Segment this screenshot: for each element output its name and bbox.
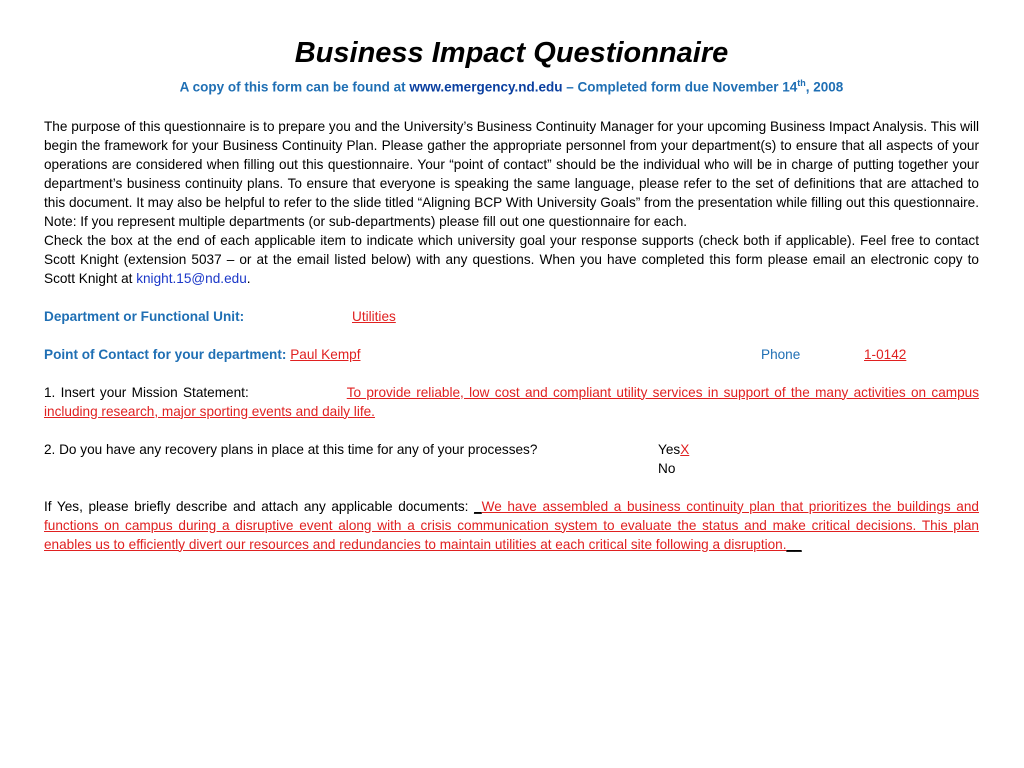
- department-value[interactable]: Utilities: [352, 308, 396, 324]
- recovery-yes-option[interactable]: [658, 440, 689, 459]
- email-link[interactable]: knight.15@nd.edu: [136, 270, 247, 286]
- recovery-no-option[interactable]: No: [658, 460, 676, 476]
- document-subtitle: [44, 74, 979, 97]
- department-row: [44, 307, 979, 326]
- point-of-contact-row: [44, 345, 979, 364]
- department-label: Department or Functional Unit:: [44, 308, 245, 324]
- description-lead-blank: _: [474, 498, 482, 514]
- point-of-contact-value[interactable]: Paul Kempf: [290, 346, 361, 362]
- mission-statement-question: [44, 383, 979, 421]
- subtitle-url-link[interactable]: www.emergency.nd.edu: [409, 79, 563, 95]
- recovery-plans-label: 2. Do you have any recovery plans in place at this time for any of your processes?: [44, 441, 538, 457]
- intro-paragraph-2-text: Check the box at the end of each applicable item to indicate which university goal your response supports (check both if applicable). Feel free to contact Scott Knight (extension 5037 – or at the email listed below) with any questions. When you have completed this form please email an electronic copy to Scott Knight at: [44, 232, 979, 286]
- document-title: Business Impact Questionnaire: [294, 37, 729, 69]
- description-trailing-blank: __: [786, 536, 802, 552]
- phone-label: Phone: [761, 346, 801, 362]
- subtitle-due: – Completed form due November 14: [562, 79, 798, 95]
- subtitle-prefix: A copy of this form can be found at: [179, 79, 410, 95]
- yes-checkmark: X: [680, 441, 690, 457]
- recovery-plan-description-label: If Yes, please briefly describe and attach any applicable documents:: [44, 498, 475, 514]
- recovery-plans-question: [44, 440, 979, 478]
- yes-label: Yes: [658, 441, 681, 457]
- phone-value[interactable]: 1-0142: [864, 346, 907, 362]
- document-page: [44, 34, 979, 554]
- mission-statement-answer[interactable]: To provide reliable, low cost and compliant utility services in support of the many activities on campus including research, major sporting events and daily life.: [44, 384, 979, 419]
- intro-paragraph-1: The purpose of this questionnaire is to prepare you and the University’s Business Continuity Manager for your upcoming Business Impact Analysis. This will begin the framework for your Business Continuity Plan. Please gather the appropriate personnel from your department(s) to ensure that all aspects of your operations are considered when filling out this questionnaire. Your “point of contact” should be the individual who will be in charge of putting together your department’s business continuity plans. To ensure that everyone is speaking the same language, please refer to the set of definitions that are attached to this document. It may also be helpful to refer to the slide titled “Aligning BCP With University Goals” from the presentation while filling out this questionnaire. Note: If you represent multiple departments (or sub-departments) please fill out one questionnaire for each.: [44, 118, 979, 229]
- intro-paragraph-2-end: .: [246, 270, 251, 286]
- subtitle-year: , 2008: [805, 79, 844, 95]
- intro-paragraph-2: [44, 231, 979, 288]
- mission-statement-label: 1. Insert your Mission Statement:: [44, 384, 249, 400]
- subtitle-sup: th: [797, 78, 806, 88]
- point-of-contact-label: Point of Contact for your department:: [44, 346, 287, 362]
- recovery-plan-description: [44, 497, 979, 554]
- recovery-plan-description-answer[interactable]: We have assembled a business continuity plan that prioritizes the buildings and functions on campus during a disruptive event along with a crisis communication system to evaluate the status and make critical decisions. This plan enables us to efficiently divert our resources and redundancies to maintain utilities at each critical site following a disruption.: [44, 498, 979, 552]
